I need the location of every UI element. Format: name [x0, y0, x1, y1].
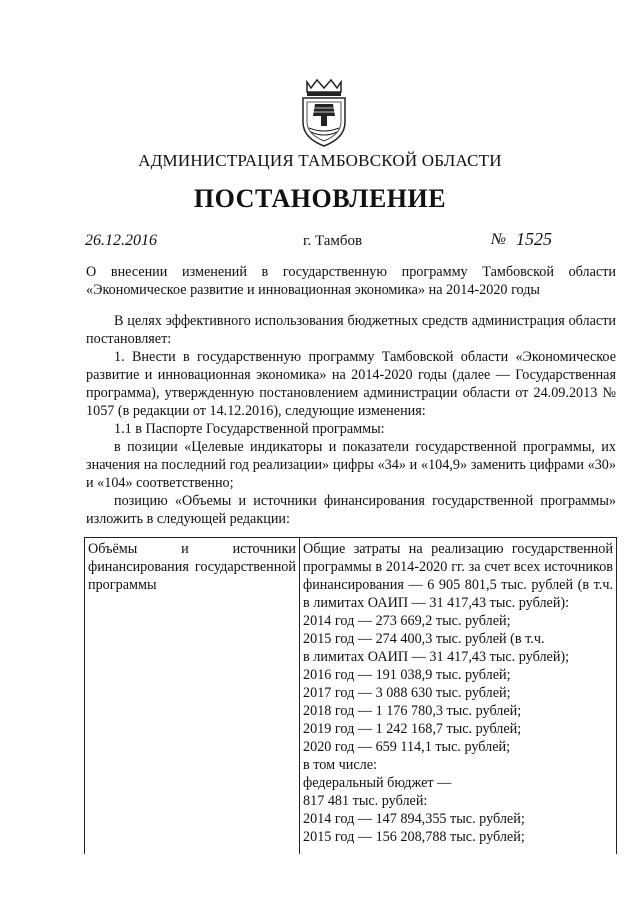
document-number: 1525: [516, 229, 552, 249]
document-body: [86, 312, 616, 528]
paragraph-preamble: В целях эффективного использования бюджетных средств администрация области постановляет:: [86, 313, 616, 347]
funding-line: 2020 год — 659 114,1 тыс. рублей;: [303, 739, 511, 755]
funding-intro: Общие затраты на реализацию государственной программы в 2014-2020 гг. за счет всех источников финансирования — 6 905 801,5 тыс. рублей (в т.ч. в лимитах ОАИП — 31 417,43 тыс. рублей):: [303, 541, 613, 611]
funding-table: [84, 537, 617, 854]
funding-line: 2015 год — 156 208,788 тыс. рублей;: [303, 829, 525, 845]
funding-line: в том числе:: [303, 757, 377, 773]
funding-line: 2014 год — 147 894,355 тыс. рублей;: [303, 811, 525, 827]
table-right-cell: [303, 540, 613, 846]
document-date: 26.12.2016: [85, 232, 157, 249]
funding-line: 2016 год — 191 038,9 тыс. рублей;: [303, 667, 511, 683]
funding-line: 2015 год — 274 400,3 тыс. рублей (в т.ч.: [303, 631, 545, 647]
table-column-divider: [299, 538, 300, 854]
funding-line: 2014 год — 273 669,2 тыс. рублей;: [303, 613, 511, 629]
paragraph-indicators: в позиции «Целевые индикаторы и показатели государственной программы, их значения на последний год реализации» цифры «34» и «104,9» заменить цифрами «30» и «104» соответственно;: [86, 439, 616, 491]
tambov-region-coat-of-arms-icon: [297, 76, 351, 148]
table-left-cell: Объёмы и источники финансирования государственной программы: [88, 541, 296, 593]
paragraph-item-1-1: 1.1 в Паспорте Государственной программы:: [114, 421, 385, 437]
document-subject: О внесении изменений в государственную программу Тамбовской области «Экономическое развитие и инновационная экономика» на 2014-2020 годы: [86, 264, 616, 298]
document-city: г. Тамбов: [303, 233, 363, 249]
funding-line: 2017 год — 3 088 630 тыс. рублей;: [303, 685, 511, 701]
funding-line: 817 481 тыс. рублей:: [303, 793, 428, 809]
paragraph-item-1: 1. Внести в государственную программу Тамбовской области «Экономическое развитие и инновационная экономика» на 2014-2020 годы (далее — Государственная программа), утвержденную постановлением администрации области от 24.09.2013 № 1057 (в редакции от 14.12.2016), следующие изменения:: [86, 349, 616, 419]
funding-line: 2019 год — 1 242 168,7 тыс. рублей;: [303, 721, 522, 737]
funding-line: федеральный бюджет —: [303, 775, 452, 791]
organization-name: АДМИНИСТРАЦИЯ ТАМБОВСКОЙ ОБЛАСТИ: [138, 151, 502, 170]
funding-line: в лимитах ОАИП — 31 417,43 тыс. рублей);: [303, 649, 570, 665]
number-label: №: [491, 231, 507, 248]
funding-line: 2018 год — 1 176 780,3 тыс. рублей;: [303, 703, 522, 719]
paragraph-funding-position: позицию «Объемы и источники финансирования государственной программы» изложить в следующей редакции:: [86, 493, 616, 527]
document-type-title: ПОСТАНОВЛЕНИЕ: [193, 184, 447, 213]
